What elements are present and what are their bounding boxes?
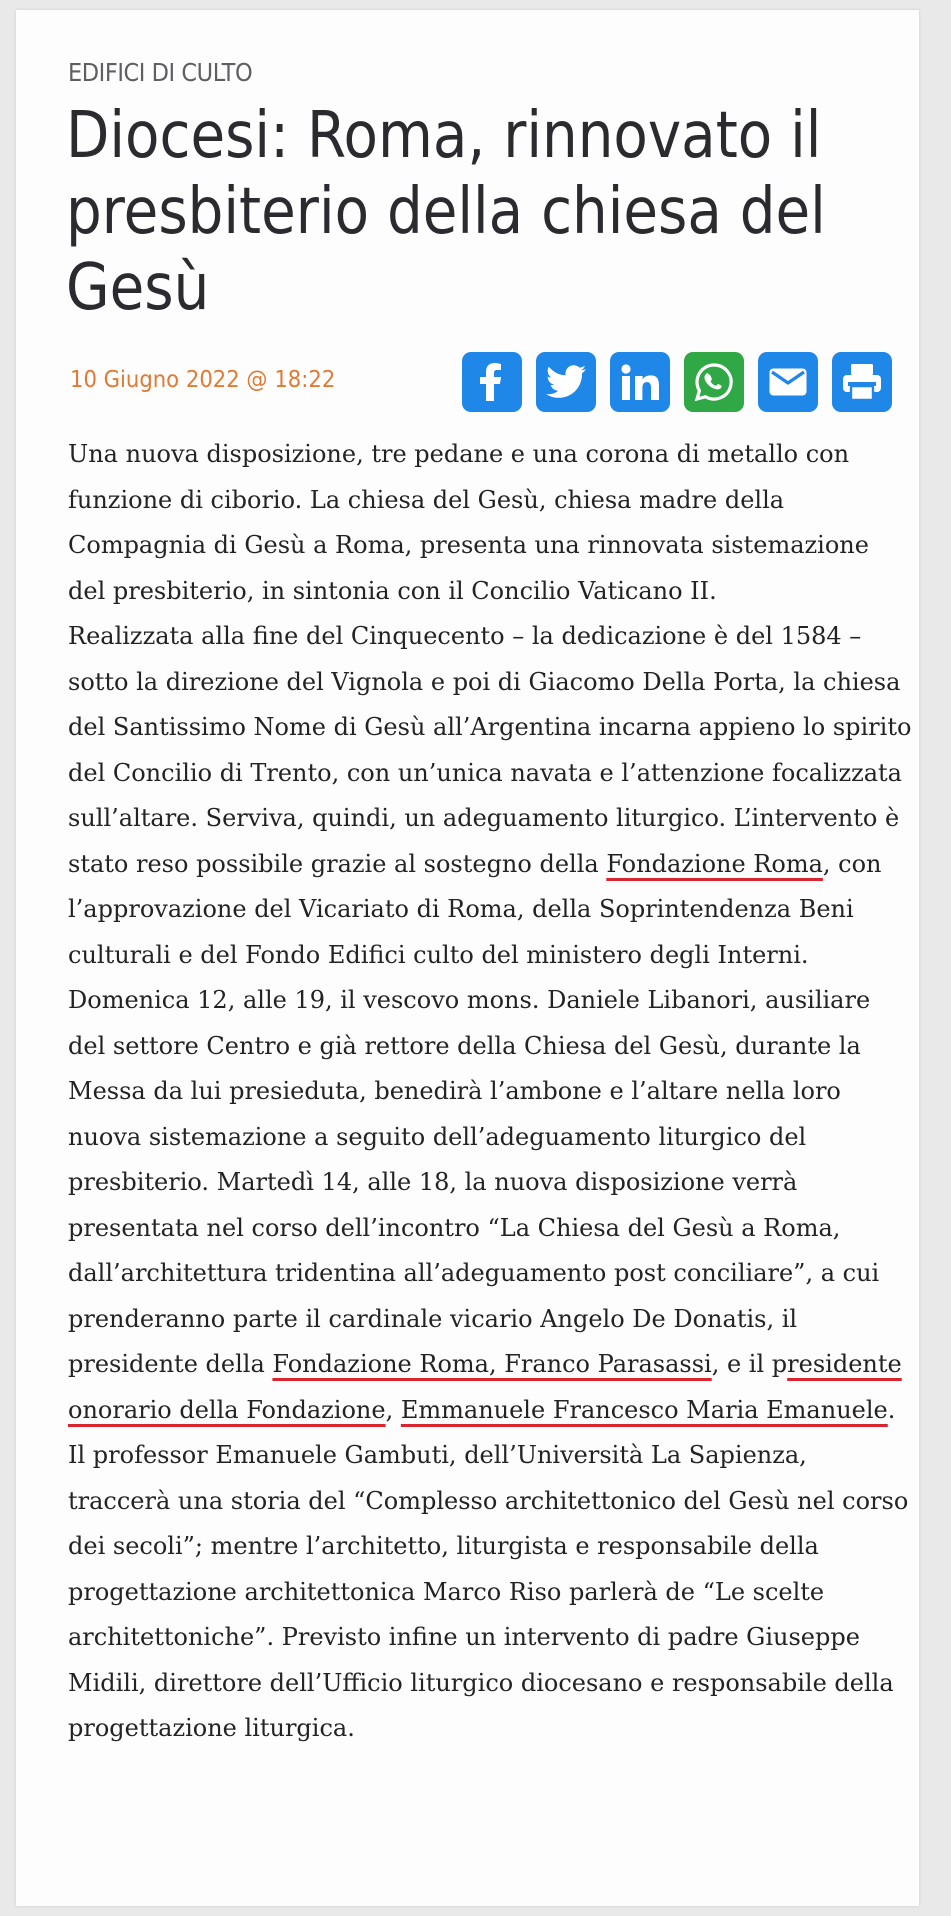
- whatsapp-icon: [694, 362, 734, 402]
- linkedin-share-button[interactable]: [610, 352, 670, 412]
- envelope-icon: [768, 367, 808, 397]
- twitter-share-button[interactable]: [536, 352, 596, 412]
- paragraph-2: [68, 614, 913, 978]
- paragraph-1: Una nuova disposizione, tre pedane e una corona di metallo con funzione di ciborio. La chiesa del Gesù, chiesa madre della Compagnia di Gesù a Roma, presenta una rinnovata sistemazione del presbiterio, in sintonia con il Concilio Vaticano II.: [68, 440, 869, 605]
- article-title: Diocesi: Roma, rinnovato il presbiterio della chiesa del Gesù: [66, 99, 826, 325]
- whatsapp-share-button[interactable]: [684, 352, 744, 412]
- paragraph-text: Domenica 12, alle 19, il vescovo mons. Daniele Libanori, ausiliare del settore Centro e già rettore della Chiesa del Gesù, durante la Messa da lui presieduta, benedirà l’ambone e l’altare nella loro nuova sistemazione a seguito dell’adeguamento liturgico del presbiterio. Martedì 14, alle 18, la nuova disposizione verrà presentata nel corso dell’incontro “La Chiesa del Gesù a Roma, dall’architettura tridentina all’adeguamento post conciliare”, a cui prenderanno parte il cardinale vicario Angelo De Donatis, il presidente della: [68, 986, 880, 1378]
- twitter-icon: [546, 365, 586, 399]
- article-body: [68, 432, 913, 1752]
- honorary-president-link[interactable]: residente onorario della Fondazione: [68, 1350, 902, 1424]
- linkedin-icon: [621, 364, 659, 400]
- email-share-button[interactable]: [758, 352, 818, 412]
- facebook-share-button[interactable]: [462, 352, 522, 412]
- printer-icon: [842, 363, 882, 401]
- paragraph-text: , e il p: [711, 1350, 788, 1378]
- paragraph-text: , con l’approvazione del Vicariato di Roma, della Soprintendenza Beni culturali e del Fondo Edifici culto del ministero degli Interni.: [68, 849, 882, 969]
- fondazione-roma-link[interactable]: Fondazione Roma: [606, 849, 823, 878]
- section-label[interactable]: EDIFICI DI CULTO: [68, 58, 253, 87]
- emmanuele-link[interactable]: Emmanuele Francesco Maria Emanuele: [400, 1395, 888, 1424]
- article-page: [16, 10, 919, 1906]
- paragraph-text: . Il professor Emanuele Gambuti, dell’Università La Sapienza, traccerà una storia del “Complesso architettonico del Gesù nel corso dei secoli”; mentre l’architetto, liturgista e responsabile della progettazione architettonica Marco Riso parlerà de “Le scelte architettoniche”. Previsto infine un intervento di padre Giuseppe Midili, direttore dell’Ufficio liturgico diocesano e responsabile della progettazione liturgica.: [68, 1395, 909, 1742]
- paragraph-text: Realizzata alla fine del Cinquecento – la dedicazione è del 1584 – sotto la direzione del Vignola e poi di Giacomo Della Porta, la chiesa del Santissimo Nome di Gesù all’Argentina incarna appieno lo spirito del Concilio di Trento, con un’unica navata e l’attenzione focalizzata sull’altare. Serviva, quindi, un adeguamento liturgico. L’intervento è stato reso possibile grazie al sostegno della: [68, 622, 912, 878]
- paragraph-text: ,: [385, 1395, 401, 1424]
- paragraph-3: [68, 978, 913, 1752]
- print-button[interactable]: [832, 352, 892, 412]
- fondazione-roma-president-link[interactable]: Fondazione Roma, Franco Parasassi: [272, 1350, 712, 1378]
- article-date: 10 Giugno 2022 @ 18:22: [70, 367, 336, 393]
- facebook-icon: [475, 363, 509, 401]
- share-bar: [462, 352, 892, 412]
